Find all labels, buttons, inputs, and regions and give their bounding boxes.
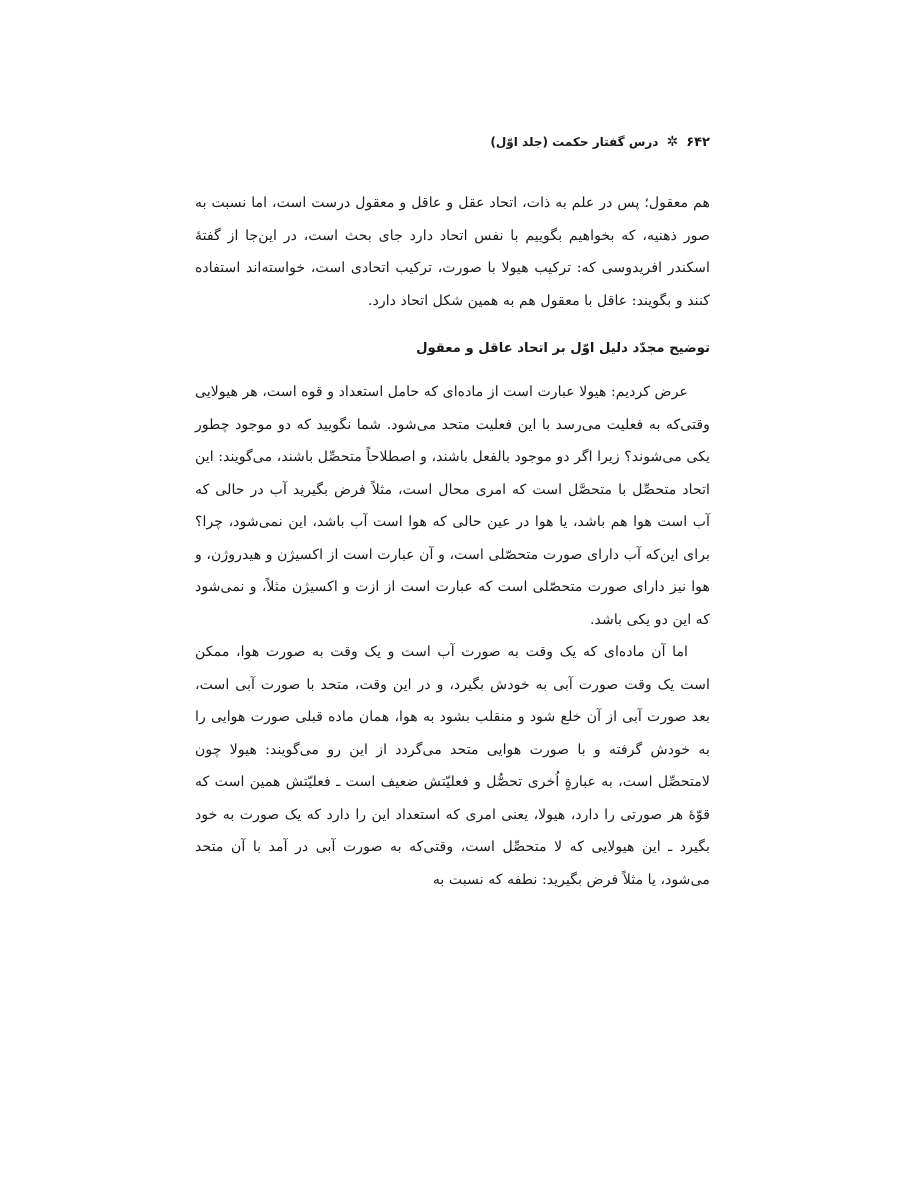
ornament-icon: ✲ (666, 134, 679, 150)
page-number: ۶۴۲ (686, 134, 710, 150)
section-heading: توضیح مجدّد دلیل اوّل بر اتحاد عاقل و معقول (416, 341, 710, 356)
running-header (195, 130, 710, 154)
paragraph-2: عرض کردیم: هیولا عبارت است از ماده‌ای که حامل استعداد و قوه است، هر هیولایی وقتی‌که به فعلیت می‌رسد با این فعلیت متحد می‌شود. شما نگویید که دو موجود چطور یکی می‌شوند؟ زیرا اگر دو موجود بالفعل باشند، و اصطلاحاً متحصِّل باشند، می‌گویند: این اتحاد متحصِّل با متحصَّل است که امری محال است، مثلاً فرض بگیرید آب در حالی که آب است هوا هم باشد، یا هوا در عین حالی که هوا است آب باشد، این نمی‌شود، چرا؟ برای این‌که آب دارای صورت متحصّلی است، و آن عبارت است از اکسیژن و هیدروژن، و هوا نیز دارای صورت متحصّلی است که عبارت است از ازت و اکسیژن مثلاً، و نمی‌شود که این دو یکی باشد. (195, 384, 710, 628)
paragraph-3: اما آن ماده‌ای که یک وقت به صورت آب است و یک وقت به صورت هوا، ممکن است یک وقت صورت آبی به خودش بگیرد، و در این وقت، متحد با صورت آبی است، بعد صورت آبی از آن خلع شود و منقلب بشود به هوا، همان ماده قبلی صورت هوایی را به خودش گرفته و با صورت هوایی متحد می‌گردد از این رو می‌گویند: هیولا چون لامتحصِّل است، به عبارةٍ اُخری تحصُّل و فعلیّتش ضعیف است ـ فعلیّتش همین است که قوّهٔ هر صورتی را دارد، هیولا، یعنی امری که استعداد این را دارد که یک صورت به خود بگیرد ـ این هیولایی که لا متحصِّل است، وقتی‌که به صورت آبی در آمد با آن متحد می‌شود، یا مثلاً فرض بگیرید: نطفه که نسبت به (195, 644, 710, 888)
book-title: درس گفتار حکمت (جلد اوّل) (490, 135, 659, 149)
paragraph-1: هم معقول؛ پس در علم به ذات، اتحاد عقل و عاقل و معقول درست است، اما نسبت به صور ذهنیه، که بخواهیم بگوییم با نفس اتحاد دارد جای بحث است، در این‌جا از گفتهٔ اسکندر افریدوسی که: ترکیب هیولا با صورت، ترکیب اتحادی است، خواسته‌اند استفاده کنند و بگویند: عاقل با معقول هم به همین شکل اتحاد دارد. (195, 195, 710, 309)
book-page (195, 130, 710, 896)
